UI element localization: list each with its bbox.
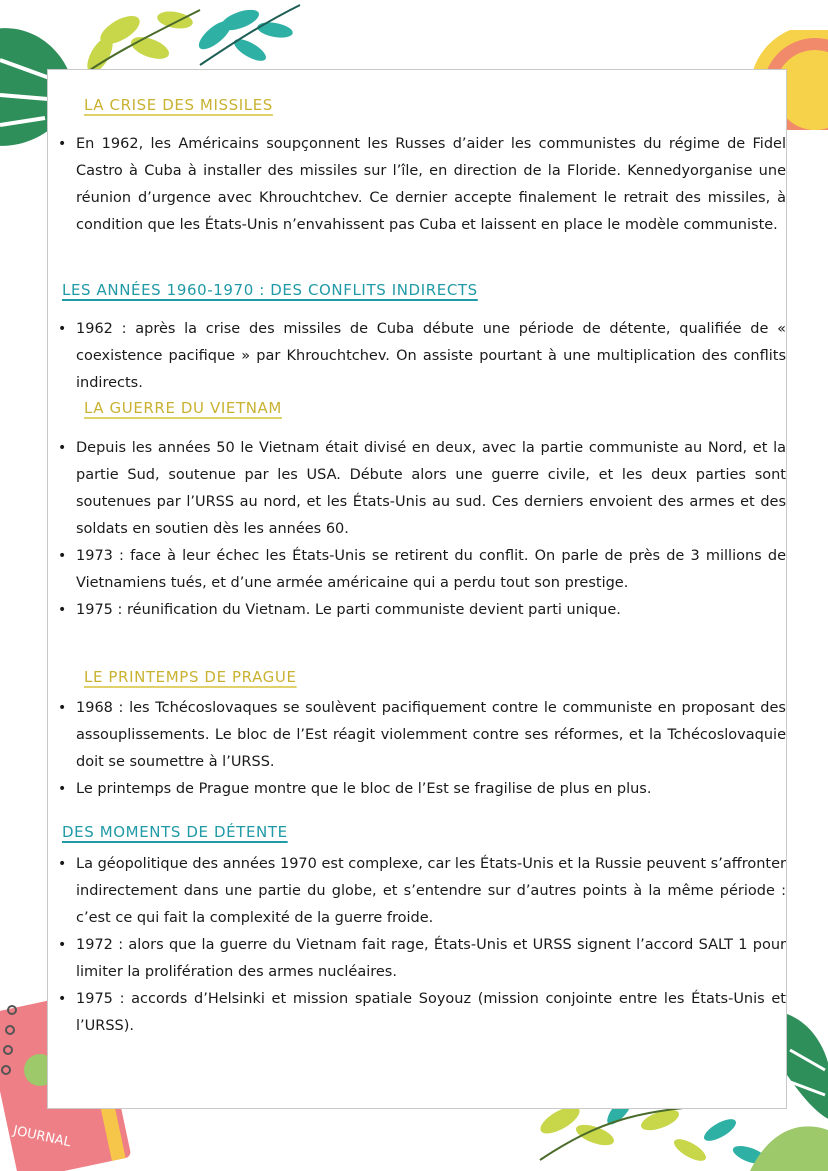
prague-bullet-list [58,695,786,803]
heading-printemps-prague: LE PRINTEMPS DE PRAGUE [84,668,297,686]
vietnam-bullet-list [58,435,786,624]
heading-annees-1960-1970: LES ANNÉES 1960-1970 : DES CONFLITS INDIRECTS [62,281,478,299]
heading-guerre-vietnam: LA GUERRE DU VIETNAM [84,399,282,417]
list-item: • Le printemps de Prague montre que le bloc de l’Est se fragilise de plus en plus. [58,776,786,803]
document-page [47,69,787,1109]
list-item: • 1962 : après la crise des missiles de Cuba débute une période de détente, qualifiée de « coexistence pacifique » par Khrouchtchev. On assiste pourtant à une multiplication des conflits indirects. [58,316,786,397]
list-item: • 1973 : face à leur échec les États-Unis se retirent du conflit. On parle de près de 3 millions de Vietnamiens tués, et d’une armée américaine qui a perdu tout son prestige. [58,543,786,597]
list-item: • 1975 : accords d’Helsinki et mission spatiale Soyouz (mission conjointe entre les États-Unis et l’URSS). [58,986,786,1040]
heading-moments-detente: DES MOMENTS DE DÉTENTE [62,823,288,841]
list-item: • La géopolitique des années 1970 est complexe, car les États-Unis et la Russie peuvent s’affronter indirectement dans une partie du globe, et s’entendre sur d’autres points à la même période : c’est ce qui fait la complexité de la guerre froide. [58,851,786,932]
list-item: • En 1962, les Américains soupçonnent les Russes d’aider les communistes du régime de Fidel Castro à Cuba à installer des missiles sur l’île, en direction de la Floride. Kennedyorganise une réunion d’urgence avec Khrouchtchev. Ce dernier accepte finalement le retrait des missiles, à condition que les États-Unis n’envahissent pas Cuba et laissent en place le modèle communiste. [58,131,786,239]
annees-bullet-list [58,316,786,397]
journal-label: JOURNAL [11,1123,73,1151]
detente-bullet-list [58,851,786,1040]
list-item: • 1975 : réunification du Vietnam. Le parti communiste devient parti unique. [58,597,786,624]
list-item: • 1968 : les Tchécoslovaques se soulèvent pacifiquement contre le communiste en proposant des assouplissements. Le bloc de l’Est réagit violemment contre ses réformes, et la Tchécoslovaquie doit se soumettre à l’URSS. [58,695,786,776]
missiles-bullet-list [58,131,786,239]
list-item: • Depuis les années 50 le Vietnam était divisé en deux, avec la partie communiste au Nord, et la partie Sud, soutenue par les USA. Débute alors une guerre civile, et les deux parties sont soutenues par l’URSS au nord, et les États-Unis au sud. Ces derniers envoient des armes et des soldats en soutien dès les années 60. [58,435,786,543]
list-item: • 1972 : alors que la guerre du Vietnam fait rage, États-Unis et URSS signent l’accord SALT 1 pour limiter la prolifération des armes nucléaires. [58,932,786,986]
heading-crise-missiles: LA CRISE DES MISSILES [84,96,273,114]
